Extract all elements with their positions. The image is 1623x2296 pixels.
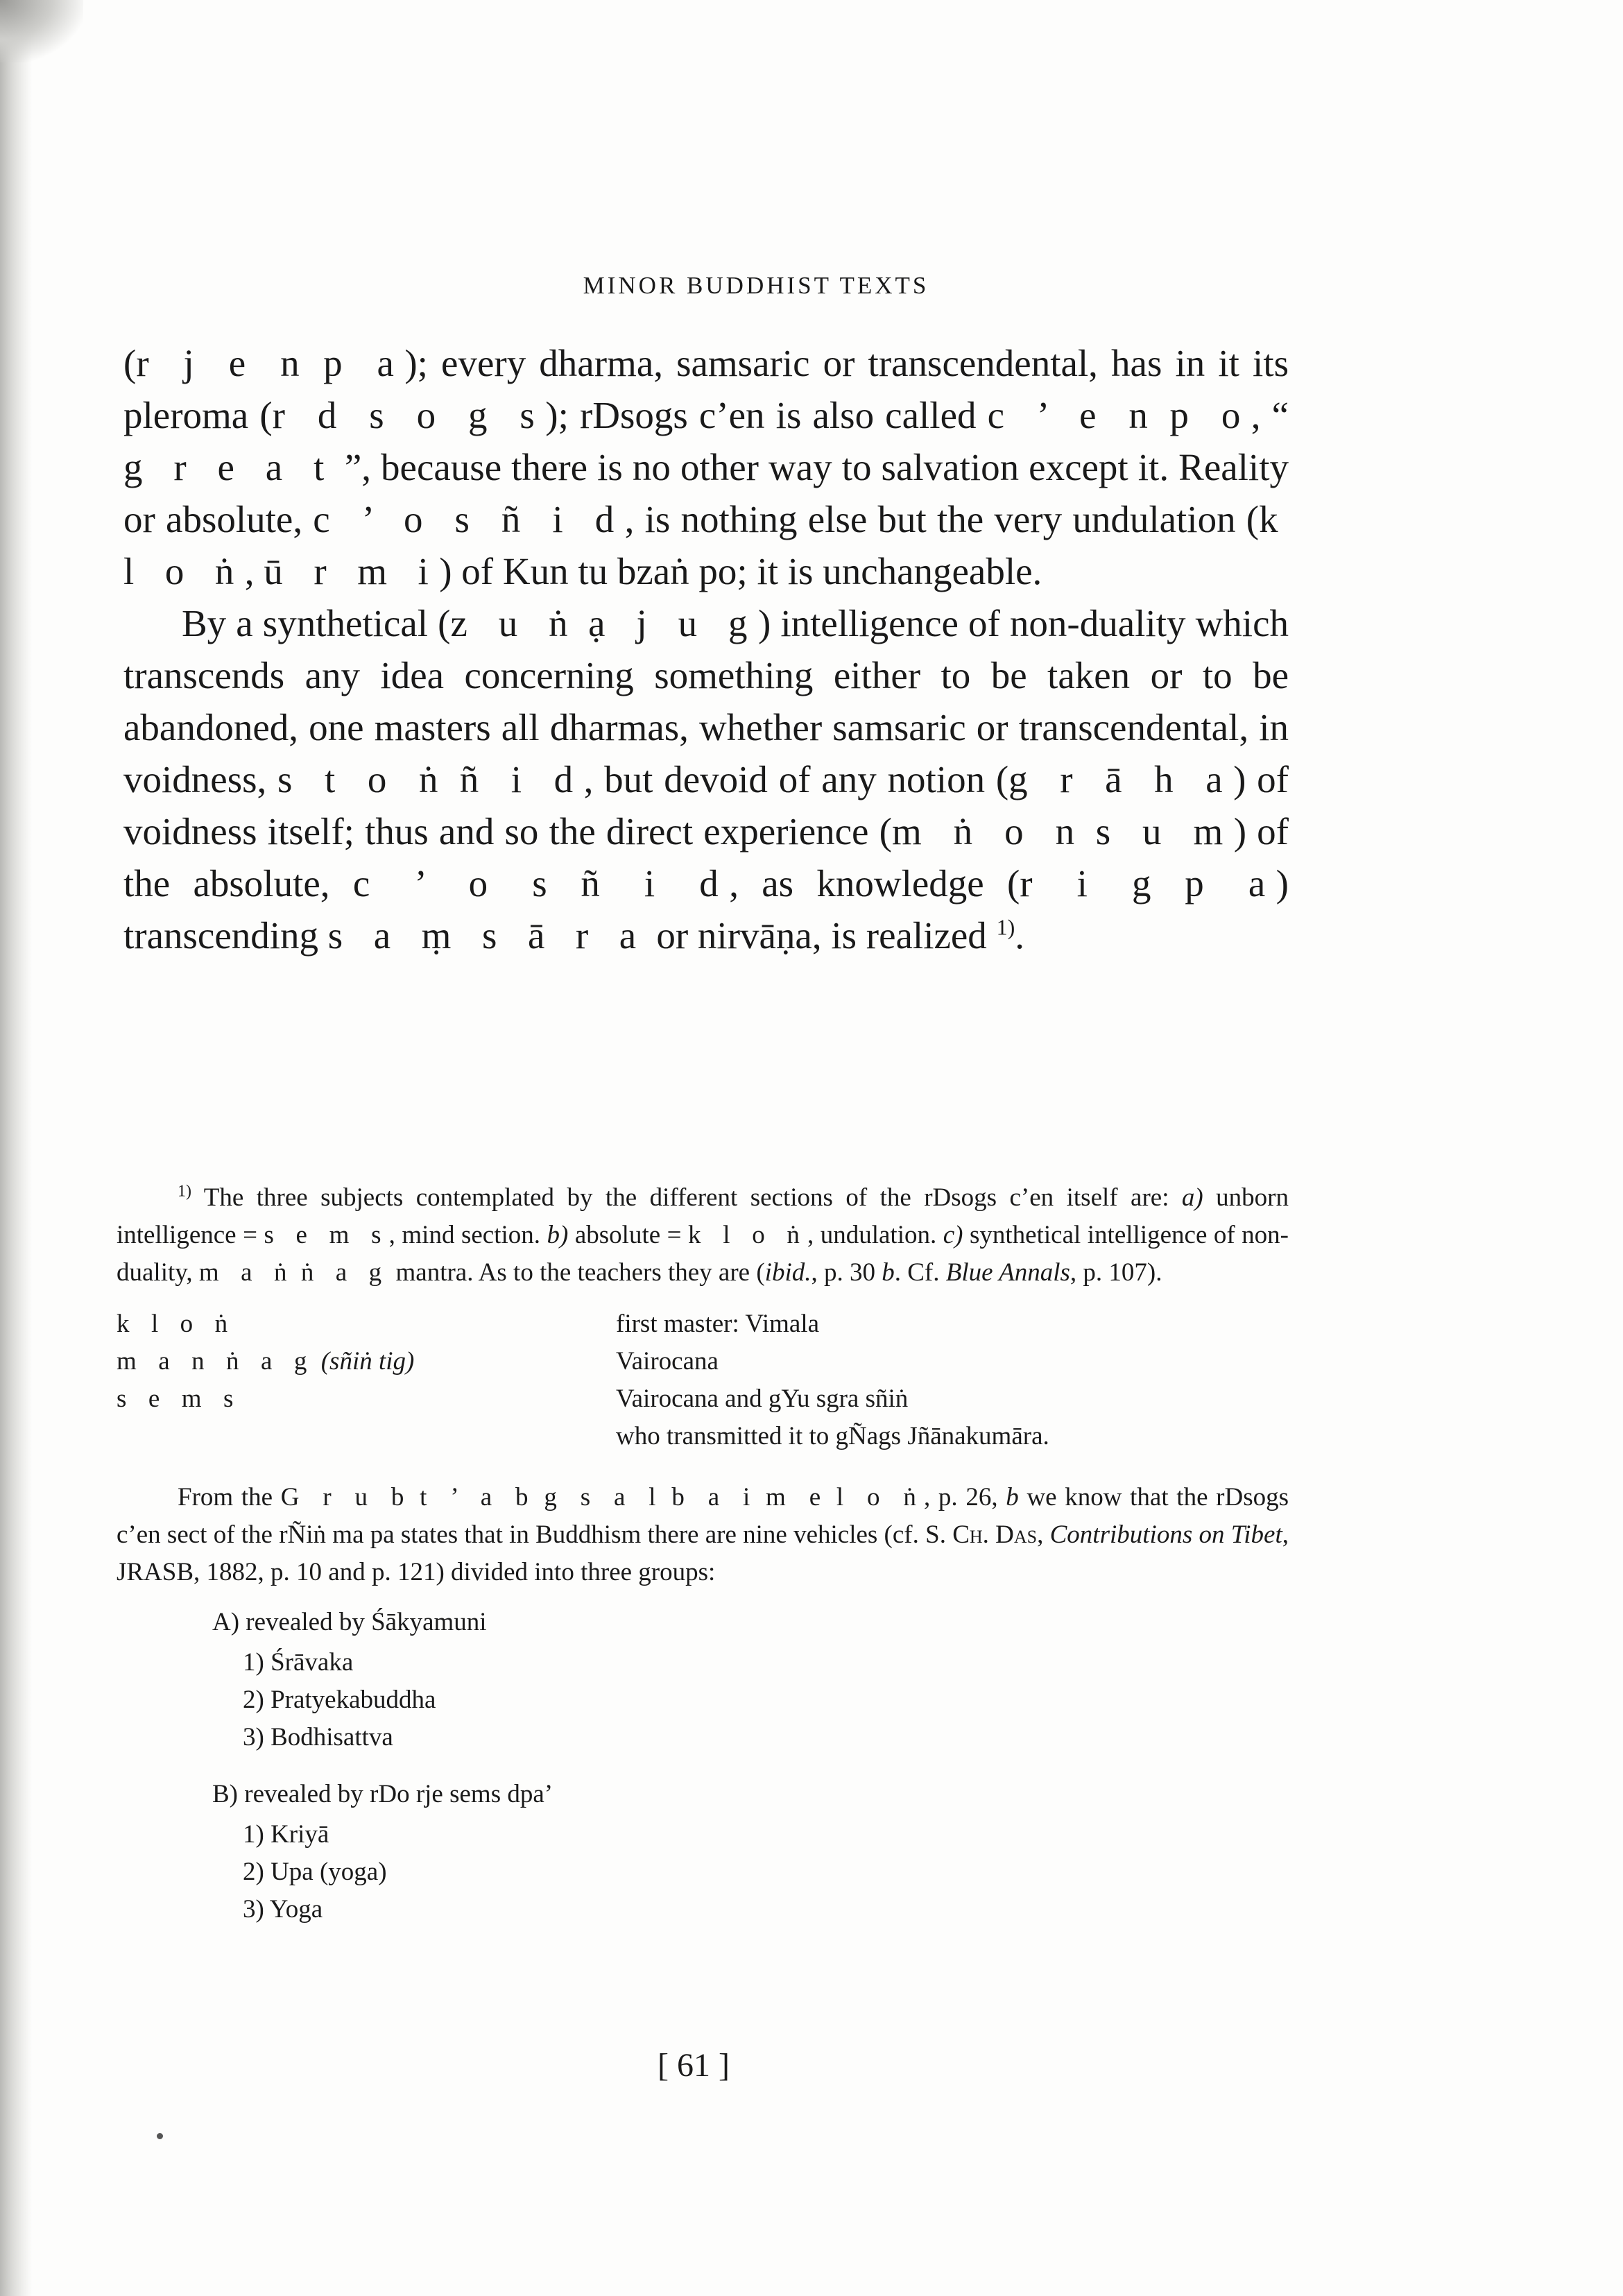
teachers-table	[117, 1305, 1289, 1455]
teacher-section-sems: s e m s	[117, 1385, 241, 1413]
teacher-name-sems: Vairocana and gYu sgra sñiṅ	[616, 1385, 909, 1413]
group-a-item: 2) Pratyekabuddha	[243, 1686, 436, 1714]
group-a-item: 1) Śrāvaka	[243, 1648, 354, 1677]
main-text	[123, 337, 1289, 961]
vehicles-intro: From the G r u b t ’ a b g s a l b a i m e l o ṅ, p. 26, b we know that the rDsogs c’en sect of the rÑiṅ ma pa states that in Buddhism there are nine vehicles (cf. S. Ch. Das, Contributions on Tibet, JRASB, 1882, p. 10 and p. 121) divided into three groups:	[117, 1483, 1289, 1586]
group-a-item: 3) Bodhisattva	[243, 1723, 393, 1751]
teacher-name-klon: first master: Vimala	[616, 1310, 820, 1338]
group-b-item: 1) Kriyā	[243, 1820, 329, 1849]
ink-speck	[157, 2133, 163, 2139]
notes-section	[117, 1179, 1289, 1928]
scan-shadow-corner	[0, 0, 83, 62]
group-b-heading: B) revealed by rDo rje sems dpa’	[212, 1780, 553, 1808]
page-number: [ 61 ]	[658, 2047, 730, 2084]
footnote-1: $^{1)}$ The three subjects contemplated by the different sections of the rDsogs c’en itself are: a) unborn intelligence = s e m s, mind section. b) absolute = k l o ṅ, undulation. c) synthetical intelligence of non-duality, m a ṅ ṅ a g mantra. As to the teachers they are (ibid., p. 30 b. Cf. Blue Annals, p. 107).	[117, 1182, 1289, 1287]
teacher-section-man-nag: m a n ṅ a g (sñiṅ tig)	[117, 1347, 415, 1376]
paragraph-1: (r j e n p a); every dharma, samsaric or transcendental, has in it its pleroma (r d s o g s); rDsogs c’en is also called c ’ e n p o, “ g r e a t ”, because there is no other way to salvation except it. Reality or absolute, c ’ o s ñ i d, is nothing else but the very undulation (k l o ṅ, ū r m i) of Kun tu bzaṅ po; it is unchangeable.	[123, 342, 1289, 592]
teacher-section-klon: k l o ṅ	[117, 1310, 236, 1338]
footnote-ref: 1)	[996, 914, 1015, 940]
teacher-name-sems-cont: who transmitted it to gÑags Jñānakumāra.	[616, 1422, 1049, 1450]
group-b-item: 3) Yoga	[243, 1895, 323, 1924]
teacher-empty-cell	[117, 1418, 616, 1455]
group-b-item: 2) Upa (yoga)	[243, 1858, 387, 1886]
running-title: MINOR BUDDHIST TEXTS	[583, 272, 929, 299]
group-a-heading: A) revealed by Śākyamuni	[212, 1608, 487, 1636]
paragraph-2: By a synthetical (z u ṅ ạ j u g) intelligence of non-duality which transcends any idea concerning something either to be taken or to be abandoned, one masters all dharmas, whether samsaric or transcendental, in voidness, s t o ṅ ñ i d, but devoid of any notion (g r ā h a) of voidness itself; thus and so the direct experience (m ṅ o n s u m) of the absolute, c ’ o s ñ i d, as knowledge (r i g p a) transcending s a ṃ s ā r a or nirvāṇa, is realized $^{1)}$.	[123, 602, 1289, 957]
scan-shadow-edge	[0, 0, 32, 2296]
teacher-name-man-nag: Vairocana	[616, 1347, 719, 1376]
